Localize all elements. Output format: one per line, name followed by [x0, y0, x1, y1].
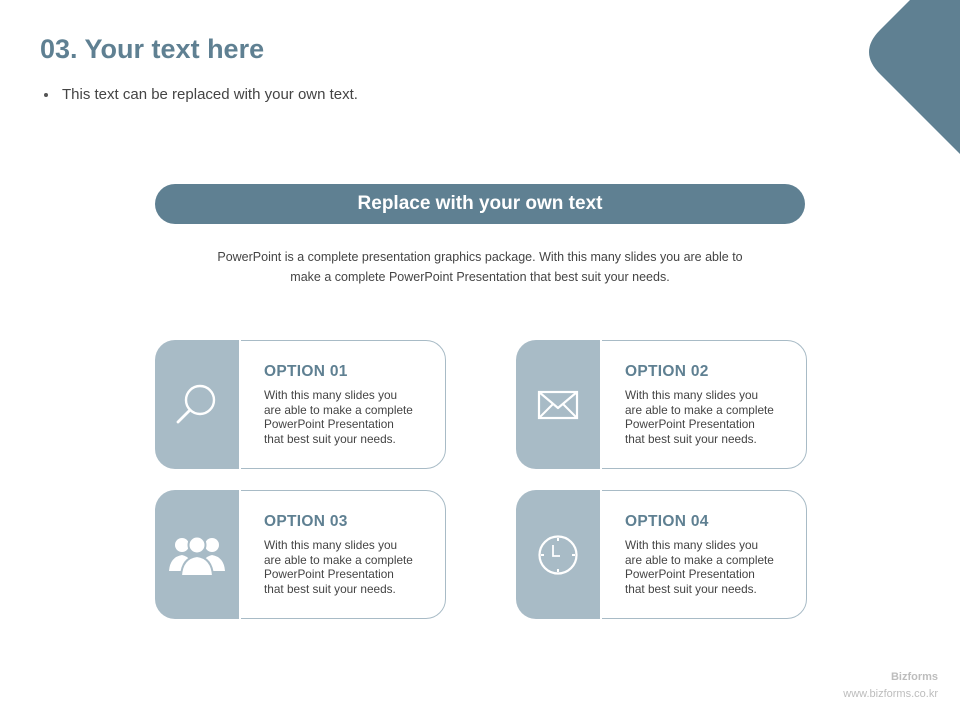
option-divider	[239, 340, 241, 469]
envelope-icon	[536, 388, 580, 422]
option-text-line: that best suit your needs.	[264, 431, 396, 446]
option-text	[264, 538, 434, 596]
option-title: OPTION 01	[264, 363, 348, 380]
option-text	[264, 388, 434, 446]
option-text-line: are able to make a complete	[264, 402, 413, 417]
option-title: OPTION 03	[264, 513, 348, 530]
search-icon	[173, 381, 221, 429]
option-divider	[239, 490, 241, 619]
clock-icon	[536, 533, 580, 577]
option-card-03	[155, 490, 445, 619]
option-text-line: are able to make a complete	[625, 402, 774, 417]
option-card-04	[516, 490, 806, 619]
option-title: OPTION 02	[625, 363, 709, 380]
option-text-line: PowerPoint Presentation	[625, 567, 755, 582]
option-card-02	[516, 340, 806, 469]
option-text-line: With this many slides you	[264, 388, 398, 402]
option-text-line: are able to make a complete	[625, 552, 774, 567]
option-title: OPTION 04	[625, 513, 709, 530]
option-text	[625, 388, 795, 446]
description-line: PowerPoint is a complete presentation graphics package. With this many slides you are able to	[217, 250, 743, 264]
bullet-text: This text can be replaced with your own text.	[62, 86, 358, 103]
bullet-item	[44, 86, 358, 103]
option-tile	[516, 490, 600, 619]
option-text-line: PowerPoint Presentation	[264, 567, 394, 582]
option-text-line: With this many slides you	[625, 538, 759, 552]
description	[175, 247, 785, 287]
option-text-line: PowerPoint Presentation	[625, 417, 755, 432]
option-divider	[600, 490, 602, 619]
banner-label: Replace with your own text	[357, 193, 603, 214]
footer-brand: Bizforms	[890, 671, 938, 683]
option-text-line: that best suit your needs.	[625, 431, 757, 446]
description-line: make a complete PowerPoint Presentation that best suit your needs.	[290, 270, 670, 284]
page-title: 03. Your text here	[40, 34, 265, 64]
option-text-line: are able to make a complete	[264, 552, 413, 567]
option-text-line: PowerPoint Presentation	[264, 417, 394, 432]
header-banner	[155, 184, 805, 224]
footer-url: www.bizforms.co.kr	[843, 688, 938, 700]
option-tile	[155, 340, 239, 469]
bullet-dot	[44, 93, 48, 97]
option-tile	[155, 490, 239, 619]
option-card-01	[155, 340, 445, 469]
option-text-line: that best suit your needs.	[625, 581, 757, 596]
option-text-line: that best suit your needs.	[264, 581, 396, 596]
people-icon	[168, 533, 226, 577]
option-text	[625, 538, 795, 596]
option-text-line: With this many slides you	[625, 388, 759, 402]
option-tile	[516, 340, 600, 469]
option-text-line: With this many slides you	[264, 538, 398, 552]
option-divider	[600, 340, 602, 469]
